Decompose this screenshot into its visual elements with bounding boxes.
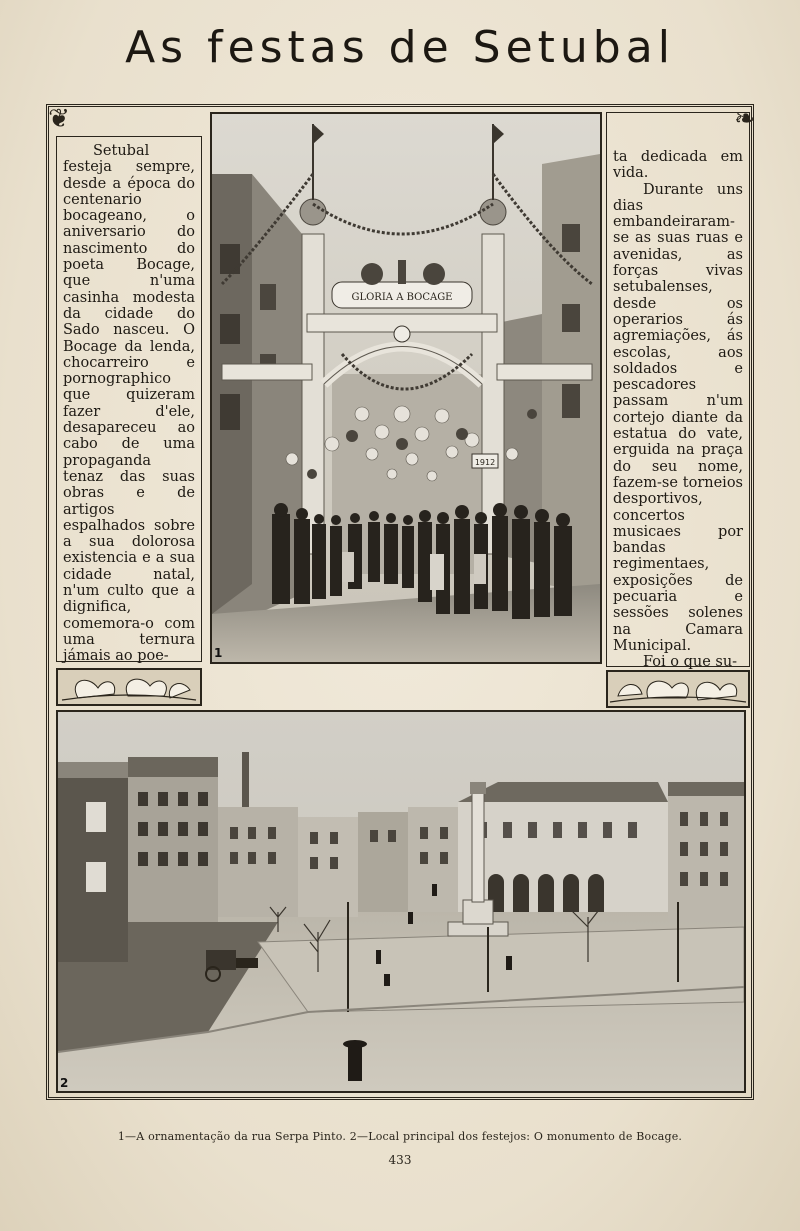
arch-inscription: GLORIA A BOCAGE — [351, 292, 453, 303]
right-column-paragraph-end: Foi o que su- — [643, 654, 738, 671]
leaf-ornament-band-right — [606, 670, 750, 708]
leaf-ornament-band-left — [56, 668, 202, 706]
right-column-paragraph: Durante uns dias embandeiraram-se as suas ruas e avenidas, as forças vivas setubalenses, desde os operarios ás agremiações, ás escolas, aos soldados e pescadores passam n'um cortejo diante da estatua do vate, erguida na praça do seu nome, fazem-se torneios desportivos, concertos musicaes por bandas regimentaes, exposições de pecuaria e sessões solenes na Camara Municipal. — [613, 181, 743, 654]
photo-number: 2 — [60, 1076, 69, 1090]
left-column-paragraph: Setubal festeja sempre, desde a época do centenario bocageano, o aniversario do nascimento do poeta Bocage, que n'uma casinha modesta da cidade do Sado nasceu. O Bocage da lenda, chocarreiro e pornographico que quizeram fazer d'ele, desapareceu ao cabo de uma propaganda tenaz das suas obras e de artigos espalhados sobre a sua dolorosa existencia e a sua cidade natal, n'um culto que a dignifica, comemora-o com uma ternura jámais ao poe- — [63, 143, 195, 665]
corner-ornament-right: ❧ — [734, 104, 756, 134]
right-column-paragraph-continued: ta dedicada em vida. — [613, 149, 743, 182]
photo-street-decoration-image — [212, 114, 600, 662]
right-text-column — [606, 112, 750, 671]
corner-ornament-left: ❦ — [48, 104, 70, 134]
photo-caption: 1—A ornamentação da rua Serpa Pinto. 2—Local principal dos festejos: O monumento de Bocage. — [117, 1130, 683, 1143]
page-title: As festas de Setubal — [125, 22, 675, 73]
left-text-column — [56, 136, 202, 665]
photo-bocage-monument-square — [56, 710, 746, 1093]
photo-street-decoration — [210, 112, 602, 664]
arch-year: 1912 — [474, 458, 496, 467]
photo-number: 1 — [214, 646, 223, 660]
photo-bocage-monument-square-image — [58, 712, 744, 1091]
page-number: 433 — [388, 1153, 412, 1167]
